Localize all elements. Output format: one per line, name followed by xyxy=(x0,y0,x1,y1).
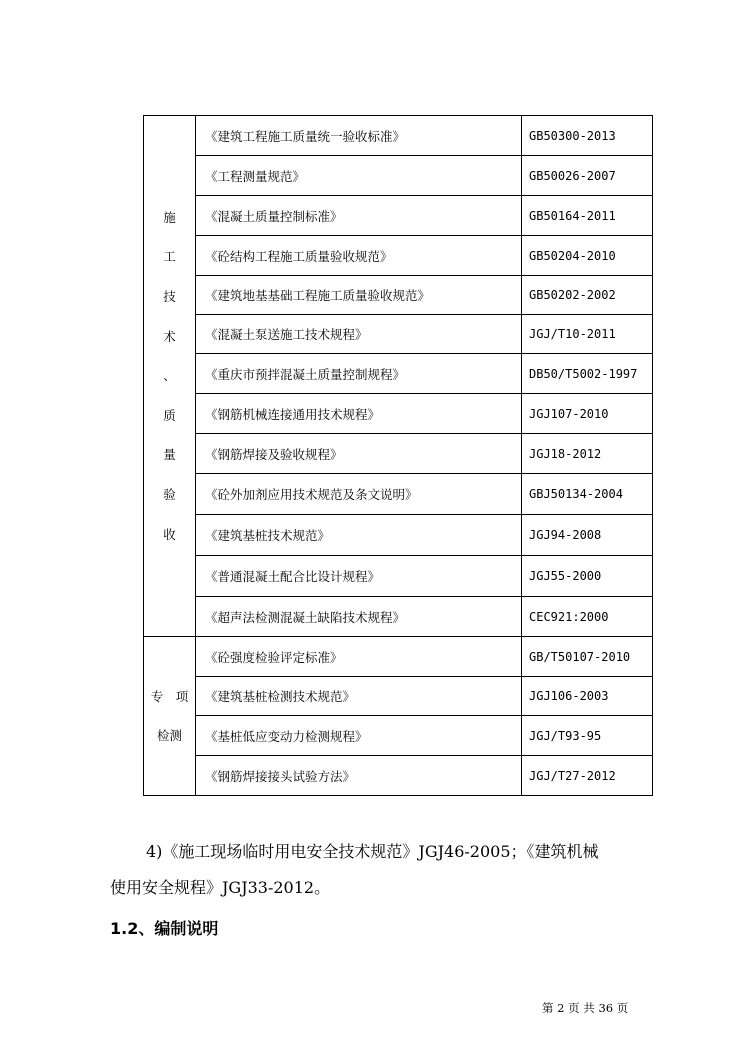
category-char: 施 xyxy=(163,209,176,225)
standard-code: CEC921:2000 xyxy=(522,597,653,637)
standard-name: 《建筑工程施工质量统一验收标准》 xyxy=(196,116,522,156)
standard-code: JGJ55-2000 xyxy=(522,556,653,597)
standard-code: JGJ/T27-2012 xyxy=(522,756,653,796)
standard-name: 《钢筋焊接及验收规程》 xyxy=(196,434,522,474)
standard-code: DB50/T5002-1997 xyxy=(522,354,653,394)
category-char: 质 xyxy=(163,407,176,423)
standard-code: JGJ/T93-95 xyxy=(522,716,653,756)
category-testing-label: 检测 xyxy=(156,728,182,743)
standard-name: 《建筑基桩检测技术规范》 xyxy=(196,677,522,716)
standard-code: GB50164-2011 xyxy=(522,196,653,236)
standard-name: 《基桩低应变动力检测规程》 xyxy=(196,716,522,756)
standard-name: 《普通混凝土配合比设计规程》 xyxy=(196,556,522,597)
standard-code: GB50202-2002 xyxy=(522,276,653,315)
category-char: 量 xyxy=(163,447,176,463)
category-char: 验 xyxy=(163,486,176,502)
standard-code: JGJ94-2008 xyxy=(522,515,653,556)
paragraph-line-1: 4)《施工现场临时用电安全技术规范》JGJ46-2005；《建筑机械 xyxy=(146,842,599,861)
standard-code: GB/T50107-2010 xyxy=(522,637,653,677)
standards-table xyxy=(143,115,653,796)
standard-name: 《砼结构工程施工质量验收规范》 xyxy=(196,236,522,276)
category-char: 技 xyxy=(163,289,176,305)
standard-code: GB50204-2010 xyxy=(522,236,653,276)
standard-name: 《工程测量规范》 xyxy=(196,156,522,196)
standard-name: 《建筑基桩技术规范》 xyxy=(196,515,522,556)
section-heading: 1.2、编制说明 xyxy=(110,919,219,938)
paragraph-line-2: 使用安全规程》JGJ33-2012。 xyxy=(110,878,331,897)
category-char: 收 xyxy=(163,526,176,542)
standard-name: 《超声法检测混凝土缺陷技术规程》 xyxy=(196,597,522,637)
standard-name: 《混凝土质量控制标准》 xyxy=(196,196,522,236)
category-char: 、 xyxy=(163,368,176,384)
page-footer: 第 2 页 共 36 页 xyxy=(542,1001,629,1015)
category-special-testing xyxy=(144,637,196,796)
standard-code: JGJ106-2003 xyxy=(522,677,653,716)
standard-code: GB50026-2007 xyxy=(522,156,653,196)
category-special-label: 专 项 xyxy=(150,689,189,704)
standard-code: GBJ50134-2004 xyxy=(522,474,653,515)
category-char: 工 xyxy=(163,249,176,265)
standard-name: 《砼强度检验评定标准》 xyxy=(196,637,522,677)
standard-code: JGJ18-2012 xyxy=(522,434,653,474)
standard-name: 《建筑地基基础工程施工质量验收规范》 xyxy=(196,276,522,315)
category-char: 术 xyxy=(163,328,176,344)
standard-name: 《重庆市预拌混凝土质量控制规程》 xyxy=(196,354,522,394)
standard-code: JGJ/T10-2011 xyxy=(522,315,653,354)
standard-name: 《混凝土泵送施工技术规程》 xyxy=(196,315,522,354)
standard-name: 《钢筋焊接接头试验方法》 xyxy=(196,756,522,796)
standard-name: 《砼外加剂应用技术规范及条文说明》 xyxy=(196,474,522,515)
standard-name: 《钢筋机械连接通用技术规程》 xyxy=(196,394,522,434)
category-construction-quality xyxy=(144,116,196,637)
standard-code: JGJ107-2010 xyxy=(522,394,653,434)
standard-code: GB50300-2013 xyxy=(522,116,653,156)
